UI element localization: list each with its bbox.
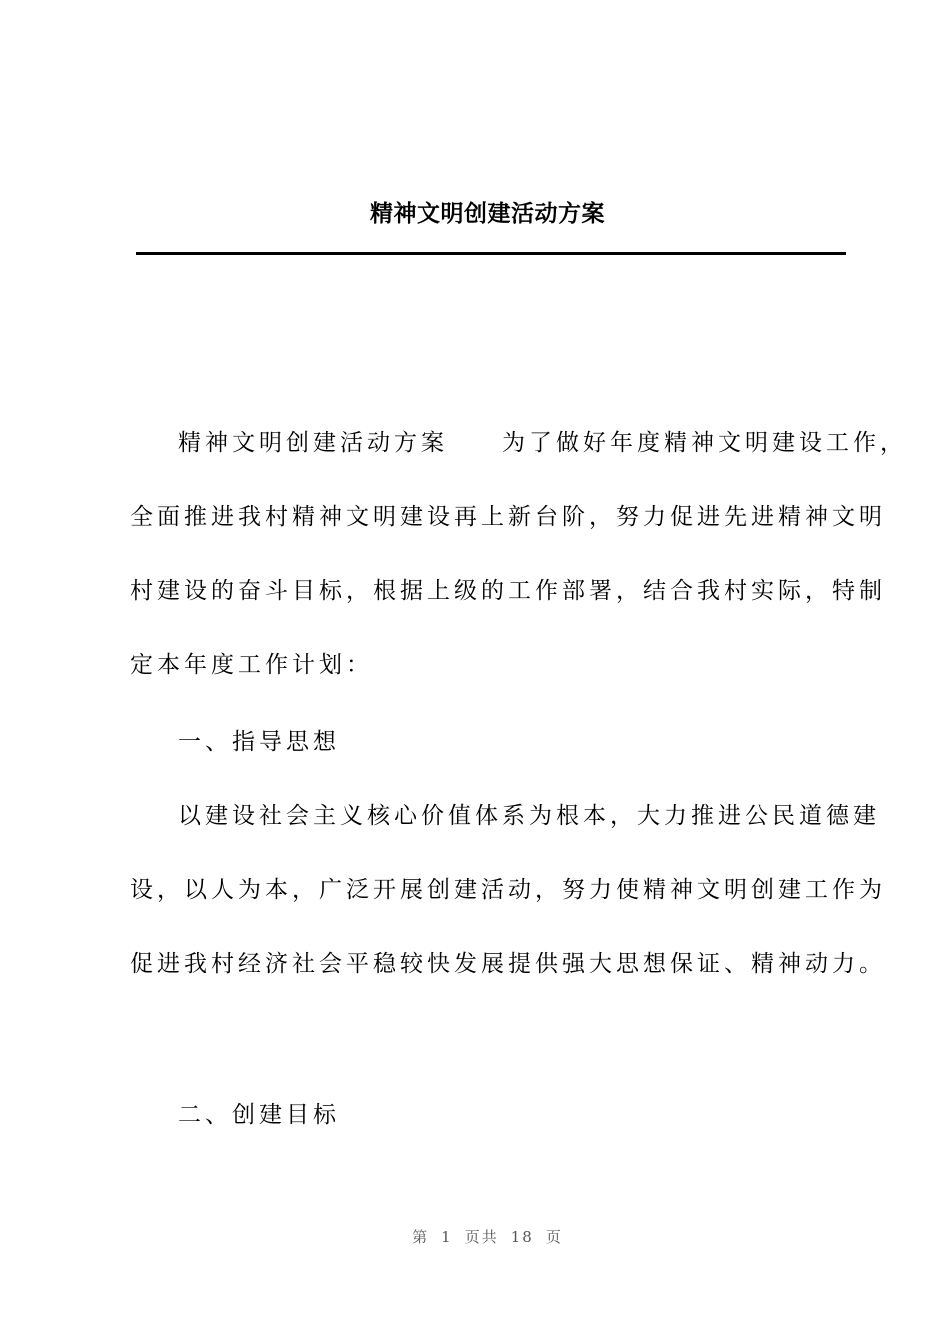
section1 xyxy=(130,705,850,779)
intro-line-2: 全面推进我村精神文明建设再上新台阶，努力促进先进精神文明 xyxy=(130,504,886,530)
section1-paragraph xyxy=(130,779,886,1001)
intro-line-1-rest: 为了做好年度精神文明建设工作， xyxy=(502,430,907,456)
page-footer xyxy=(0,1226,950,1247)
document-title: 精神文明创建活动方案 xyxy=(370,201,605,227)
intro-line-1 xyxy=(130,406,907,480)
section1-line-3: 促进我村经济社会平稳较快发展提供强大思想保证、精神动力。 xyxy=(130,951,886,977)
title-underline xyxy=(136,252,846,255)
section2 xyxy=(130,1078,850,1152)
section2-heading: 二、创建目标 xyxy=(178,1102,340,1128)
intro-line-3: 村建设的奋斗目标，根据上级的工作部署，结合我村实际，特制 xyxy=(130,578,886,604)
intro-lead: 精神文明创建活动方案 xyxy=(178,430,448,456)
footer-suffix: 页 xyxy=(545,1228,563,1246)
section1-line-1: 以建设社会主义核心价值体系为根本，大力推进公民道德建 xyxy=(178,803,880,829)
footer-middle: 页共 xyxy=(464,1228,499,1246)
intro-line-4: 定本年度工作计划： xyxy=(130,652,373,678)
section1-line-2: 设，以人为本，广泛开展创建活动，努力使精神文明创建工作为 xyxy=(130,877,886,903)
intro-paragraph xyxy=(130,406,907,702)
footer-page-number: 1 xyxy=(441,1228,453,1246)
footer-total-pages: 18 xyxy=(510,1228,534,1246)
section1-heading: 一、指导思想 xyxy=(178,729,340,755)
footer-prefix: 第 xyxy=(412,1228,430,1246)
